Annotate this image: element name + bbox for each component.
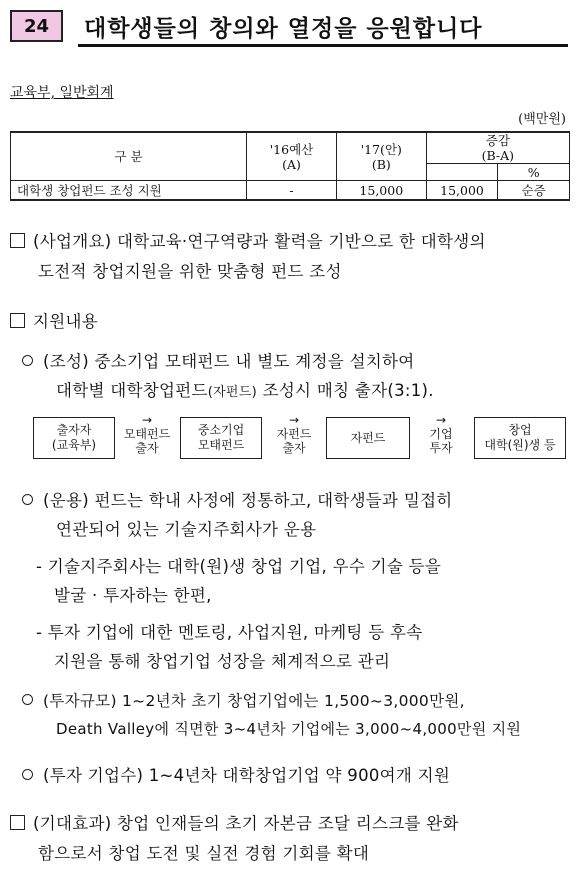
header-pct: % — [498, 164, 570, 181]
flow-arrow-3: → 기업 투자 — [429, 413, 453, 455]
d2-line-2: 지원을 통해 창업기업 성장을 체계적으로 관리 — [54, 652, 391, 671]
header-2017: '17(안) (B) — [336, 132, 426, 181]
s3-line-1: (투자규모) 1~2년차 초기 창업기업에는 1,500~3,000만원, — [22, 689, 465, 711]
flow-box-sub-fund: 자펀드 — [326, 417, 410, 459]
flow-box-mother-fund: 중소기업 모태펀드 — [180, 417, 262, 459]
effect-line-1: (기대효과) 창업 인재들의 초기 자본금 조달 리스크를 완화 — [10, 810, 459, 834]
unit-label: (백만원) — [518, 112, 566, 127]
d1-line-1: - 기술지주회사는 대학(원)생 창업 기업, 우수 기술 등을 — [36, 557, 442, 576]
effect-line-2: 함으로서 창업 도전 및 실전 경험 기회를 확대 — [38, 844, 370, 863]
square-bullet-icon — [10, 313, 25, 328]
header-change-blank — [426, 164, 498, 181]
flow-arrow-2: → 자펀드 출자 — [276, 413, 312, 455]
support-heading: 지원내용 — [10, 308, 98, 332]
row-change: 15,000 — [426, 181, 498, 201]
row-pct: 순증 — [498, 181, 570, 201]
department-label: 교육부, 일반회계 — [10, 85, 114, 101]
s4-line: (투자 기업수) 1~4년차 대학창업기업 약 900여개 지원 — [22, 762, 450, 786]
circle-bullet-icon — [22, 694, 33, 705]
circle-bullet-icon — [22, 769, 33, 780]
s1-line-1: (조성) 중소기업 모태펀드 내 별도 계정을 설치하여 — [22, 348, 415, 372]
s2-line-2: 연관되어 있는 기술지주회사가 운용 — [56, 520, 317, 539]
page-title: 대학생들의 창의와 열정을 응원합니다 — [84, 16, 483, 42]
header-2016: '16예산 (A) — [247, 132, 337, 181]
budget-table — [10, 131, 570, 201]
table-row — [11, 181, 570, 201]
s3-line-2: Death Valley에 직면한 3~4년차 기업에는 3,000~4,000만원 지원 — [56, 720, 522, 738]
d2-line-1: - 투자 기업에 대한 멘토링, 사업지원, 마케팅 등 후속 — [36, 623, 423, 642]
title-underline — [78, 44, 568, 47]
overview-line-2: 도전적 창업지원을 위한 맞춤형 펀드 조성 — [38, 262, 342, 281]
circle-bullet-icon — [22, 494, 33, 505]
arrow-right-icon: → — [141, 413, 153, 427]
row-name: 대학생 창업펀드 조성 지원 — [11, 181, 247, 201]
s1-line-2: 대학별 대학창업펀드(자펀드) 조성시 매칭 출자(3:1). — [56, 381, 434, 400]
s2-line-1: (운용) 펀드는 학내 사정에 정통하고, 대학생들과 밀접히 — [22, 487, 453, 511]
d1-line-2: 발굴 · 투자하는 한편, — [54, 586, 212, 605]
section-number: 24 — [10, 10, 63, 42]
circle-bullet-icon — [22, 355, 33, 366]
header-category: 구 분 — [11, 132, 247, 181]
arrow-right-icon: → — [435, 413, 447, 427]
header-change: 증감 (B-A) — [426, 132, 569, 164]
arrow-right-icon: → — [288, 413, 300, 427]
flow-arrow-1: → 모태펀드 출자 — [123, 413, 171, 455]
square-bullet-icon — [10, 233, 25, 248]
overview-line-1: (사업개요) 대학교육·연구역량과 활력을 기반으로 한 대학생의 — [10, 228, 486, 252]
row-2017: 15,000 — [336, 181, 426, 201]
square-bullet-icon — [10, 815, 25, 830]
flow-box-investor: 출자자 (교육부) — [33, 417, 115, 459]
row-2016: - — [247, 181, 337, 201]
flow-box-startups: 창업 대학(원)생 등 — [474, 417, 566, 459]
